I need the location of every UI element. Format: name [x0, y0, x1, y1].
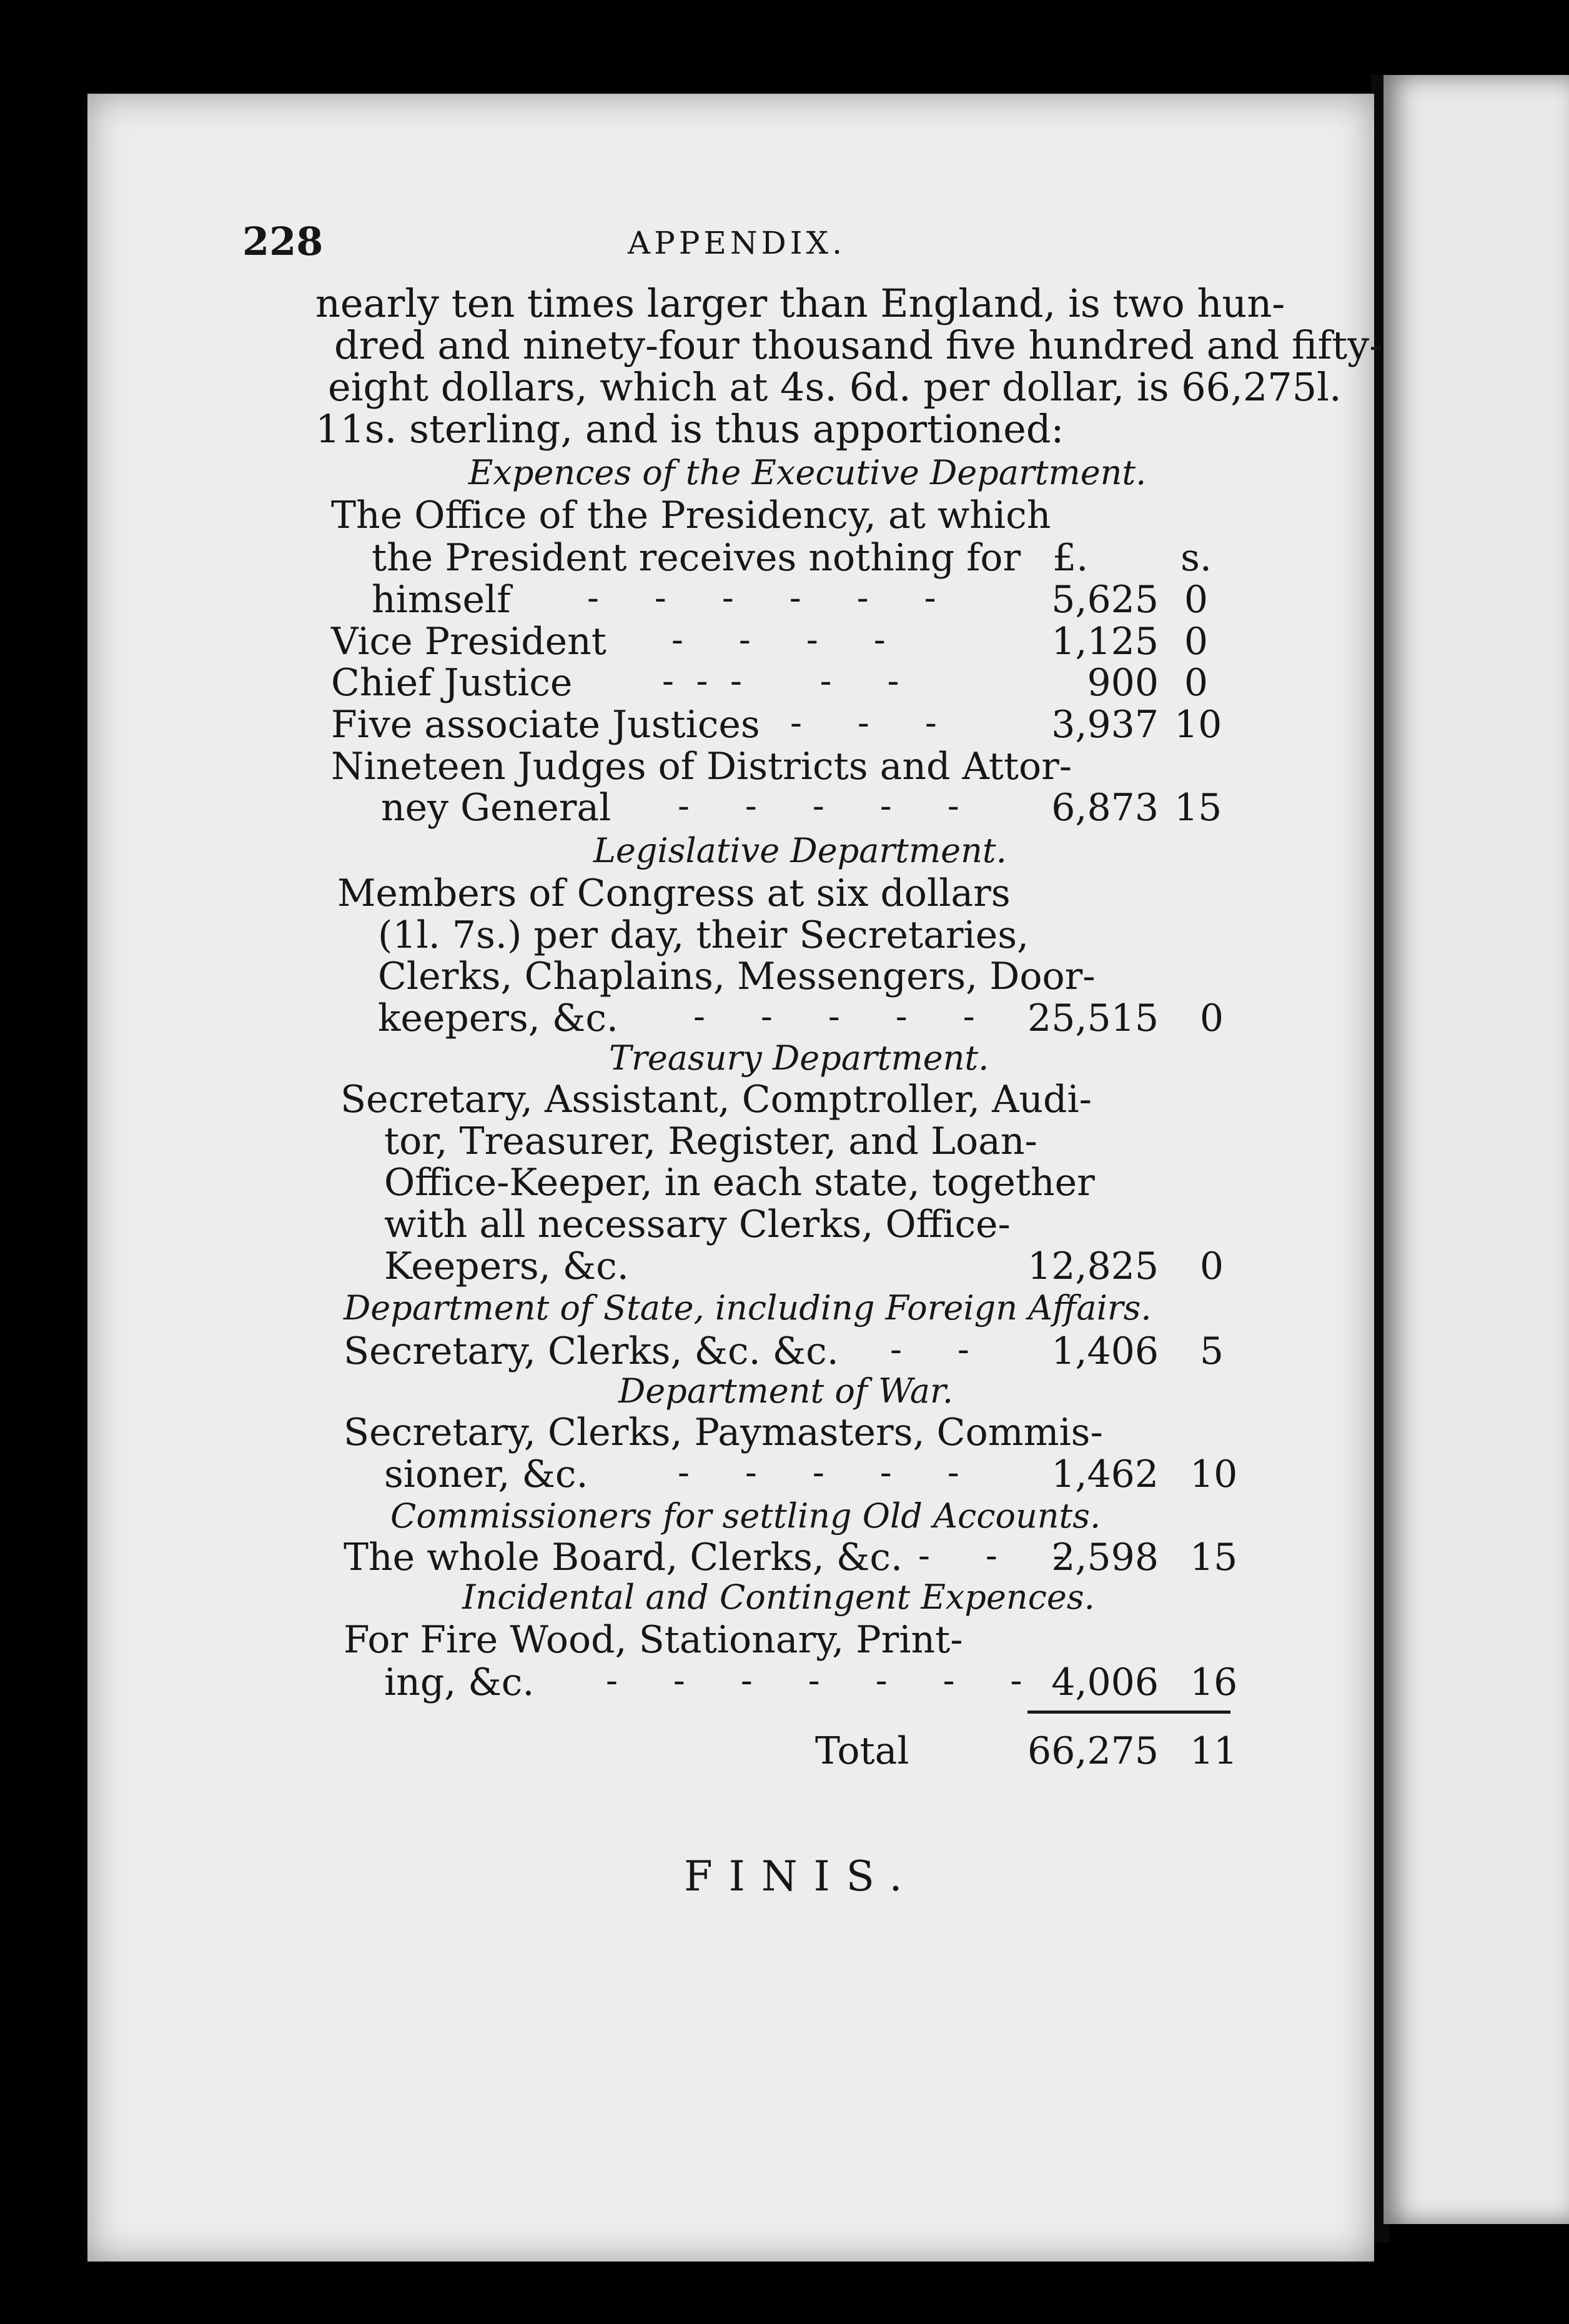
entry-line: Keepers, &c.	[384, 1244, 629, 1288]
shillings-value: 5	[1199, 1329, 1224, 1373]
shillings-value: 0	[1184, 620, 1209, 663]
entry-line: with all necessary Clerks, Office-	[384, 1203, 1011, 1246]
total-rule	[1027, 1711, 1230, 1714]
shillings-value: 16	[1190, 1661, 1238, 1704]
leader-dots: - - -	[790, 703, 937, 743]
leader-dots: - - - - -	[693, 996, 975, 1037]
intro-line: dred and ninety-four thousand five hundred and fifty-	[334, 322, 1383, 368]
entry-line: ney General	[381, 786, 611, 830]
section-heading-executive: Expences of the Executive Department.	[468, 453, 1147, 492]
pounds-column-header: £.	[1052, 536, 1089, 580]
section-heading-state: Department of State, including Foreign Affairs.	[344, 1288, 1152, 1328]
pounds-value: 12,825	[1027, 1244, 1159, 1288]
entry-line: the President receives nothing for	[372, 536, 1021, 580]
facing-page	[1383, 75, 1569, 2224]
entry-line: Nineteen Judges of Districts and Attor-	[331, 745, 1072, 788]
leader-dots: - - - - -	[678, 786, 959, 827]
entry-line: The whole Board, Clerks, &c.	[344, 1536, 903, 1579]
total-shillings: 11	[1190, 1729, 1238, 1773]
leader-dots: - - -	[918, 1536, 1065, 1576]
entry-line: Secretary, Assistant, Comptroller, Audi-	[340, 1078, 1092, 1121]
entry-line: Chief Justice	[331, 661, 573, 705]
total-pounds: 66,275	[1027, 1729, 1159, 1773]
pounds-value: 5,625	[1051, 578, 1159, 622]
section-heading-commissioners: Commissioners for settling Old Accounts.	[390, 1496, 1101, 1536]
leader-dots: - - - -	[671, 620, 886, 660]
shillings-column-header: s.	[1180, 536, 1212, 580]
running-title: APPENDIX.	[628, 225, 846, 261]
entry-line: sioner, &c.	[384, 1452, 588, 1496]
intro-line: nearly ten times larger than England, is two hun-	[315, 281, 1285, 326]
entry-line: Five associate Justices	[331, 703, 760, 747]
entry-line: Office-Keeper, in each state, together	[384, 1161, 1095, 1204]
shillings-value: 10	[1174, 703, 1222, 747]
intro-line: 11s. sterling, and is thus apportioned:	[315, 406, 1064, 452]
shillings-value: 15	[1174, 786, 1222, 830]
pounds-value: 900	[1087, 661, 1159, 705]
shillings-value: 0	[1199, 996, 1224, 1040]
entry-line: Members of Congress at six dollars	[337, 872, 1011, 915]
leader-dots: - - - - - -	[587, 578, 936, 618]
page-number: 228	[242, 219, 324, 264]
shillings-value: 0	[1199, 1244, 1224, 1288]
shillings-value: 15	[1190, 1536, 1238, 1579]
pounds-value: 4,006	[1051, 1661, 1159, 1704]
leader-dots: - - - - -	[678, 1452, 959, 1493]
pounds-value: 3,937	[1051, 703, 1159, 747]
section-heading-legislative: Legislative Department.	[593, 831, 1007, 870]
leader-dots: - -	[890, 1329, 969, 1370]
finis: FINIS.	[684, 1852, 919, 1900]
entry-line: Secretary, Clerks, Paymasters, Commis-	[344, 1411, 1103, 1454]
pounds-value: 25,515	[1027, 996, 1159, 1040]
entry-line: The Office of the Presidency, at which	[331, 494, 1051, 537]
entry-line: himself	[372, 578, 511, 622]
entry-line: Secretary, Clerks, &c. &c.	[344, 1329, 839, 1373]
entry-line: For Fire Wood, Stationary, Print-	[344, 1618, 963, 1662]
pounds-value: 2,598	[1051, 1536, 1159, 1579]
pounds-value: 1,406	[1051, 1329, 1159, 1373]
section-heading-incidental: Incidental and Contingent Expences.	[462, 1577, 1095, 1617]
pounds-value: 6,873	[1051, 786, 1159, 830]
intro-line: eight dollars, which at 4s. 6d. per dollar, is 66,275l.	[328, 364, 1342, 410]
entry-line: keepers, &c.	[378, 996, 618, 1040]
leader-dots: - - - - -	[662, 661, 899, 702]
total-label: Total	[815, 1729, 909, 1773]
entry-line: Vice President	[331, 620, 606, 663]
leader-dots: - - - - - - -	[606, 1661, 1022, 1701]
section-heading-war: Department of War.	[618, 1371, 954, 1411]
pounds-value: 1,462	[1051, 1452, 1159, 1496]
shillings-value: 0	[1184, 661, 1209, 705]
entry-line: Clerks, Chaplains, Messengers, Door-	[378, 955, 1096, 998]
entry-line: tor, Treasurer, Register, and Loan-	[384, 1120, 1037, 1163]
entry-line: (1l. 7s.) per day, their Secretaries,	[378, 913, 1029, 957]
shillings-value: 10	[1190, 1452, 1238, 1496]
shillings-value: 0	[1184, 578, 1209, 622]
entry-line: ing, &c.	[384, 1661, 535, 1704]
section-heading-treasury: Treasury Department.	[609, 1038, 989, 1078]
pounds-value: 1,125	[1051, 620, 1159, 663]
